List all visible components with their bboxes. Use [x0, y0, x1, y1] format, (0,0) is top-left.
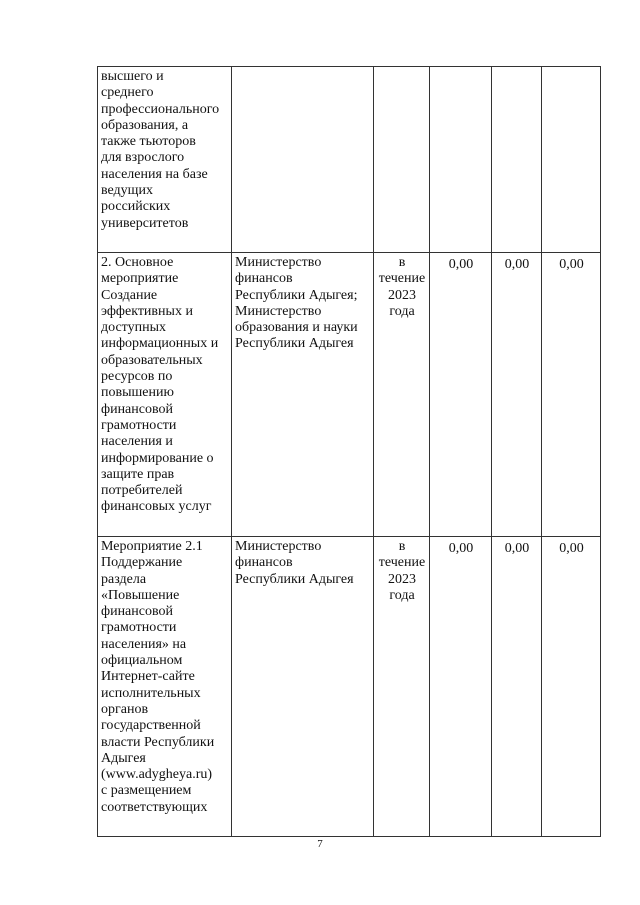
responsible-organization-cell: Министерство финансов Республики Адыгея; Министерство образования и науки Республики Адыгея [232, 253, 374, 537]
period-cell [374, 67, 430, 253]
activity-description-cell: 2. Основное мероприятие Создание эффективных и доступных информационных и образовательных ресурсов по повышению финансовой грамотности населения и информирование о защите прав потребителей финансовых услуг [98, 253, 232, 537]
program-table [97, 66, 601, 837]
activity-description-cell: Мероприятие 2.1 Поддержание раздела «Повышение финансовой грамотности населения» на официальном Интернет-сайте исполнительных органов государственной власти Республики Адыгея (www.adygheya.ru) с размещением соответствующих [98, 537, 232, 837]
funding-value-cell-3 [542, 67, 601, 253]
activity-description-cell: высшего и среднего профессионального образования, а также тьюторов для взрослого населения на базе ведущих российских университетов [98, 67, 232, 253]
period-cell: в течение 2023 года [374, 537, 430, 837]
responsible-organization-cell [232, 67, 374, 253]
funding-value-cell-1: 0,00 [430, 537, 492, 837]
table-row [98, 253, 601, 537]
funding-value-cell-2: 0,00 [492, 253, 542, 537]
table-row [98, 537, 601, 837]
funding-value-cell-2: 0,00 [492, 537, 542, 837]
responsible-organization-cell: Министерство финансов Республики Адыгея [232, 537, 374, 837]
funding-value-cell-1 [430, 67, 492, 253]
table-row [98, 67, 601, 253]
page-number: 7 [317, 838, 323, 850]
period-cell: в течение 2023 года [374, 253, 430, 537]
funding-value-cell-2 [492, 67, 542, 253]
funding-value-cell-3: 0,00 [542, 537, 601, 837]
funding-value-cell-1: 0,00 [430, 253, 492, 537]
funding-value-cell-3: 0,00 [542, 253, 601, 537]
